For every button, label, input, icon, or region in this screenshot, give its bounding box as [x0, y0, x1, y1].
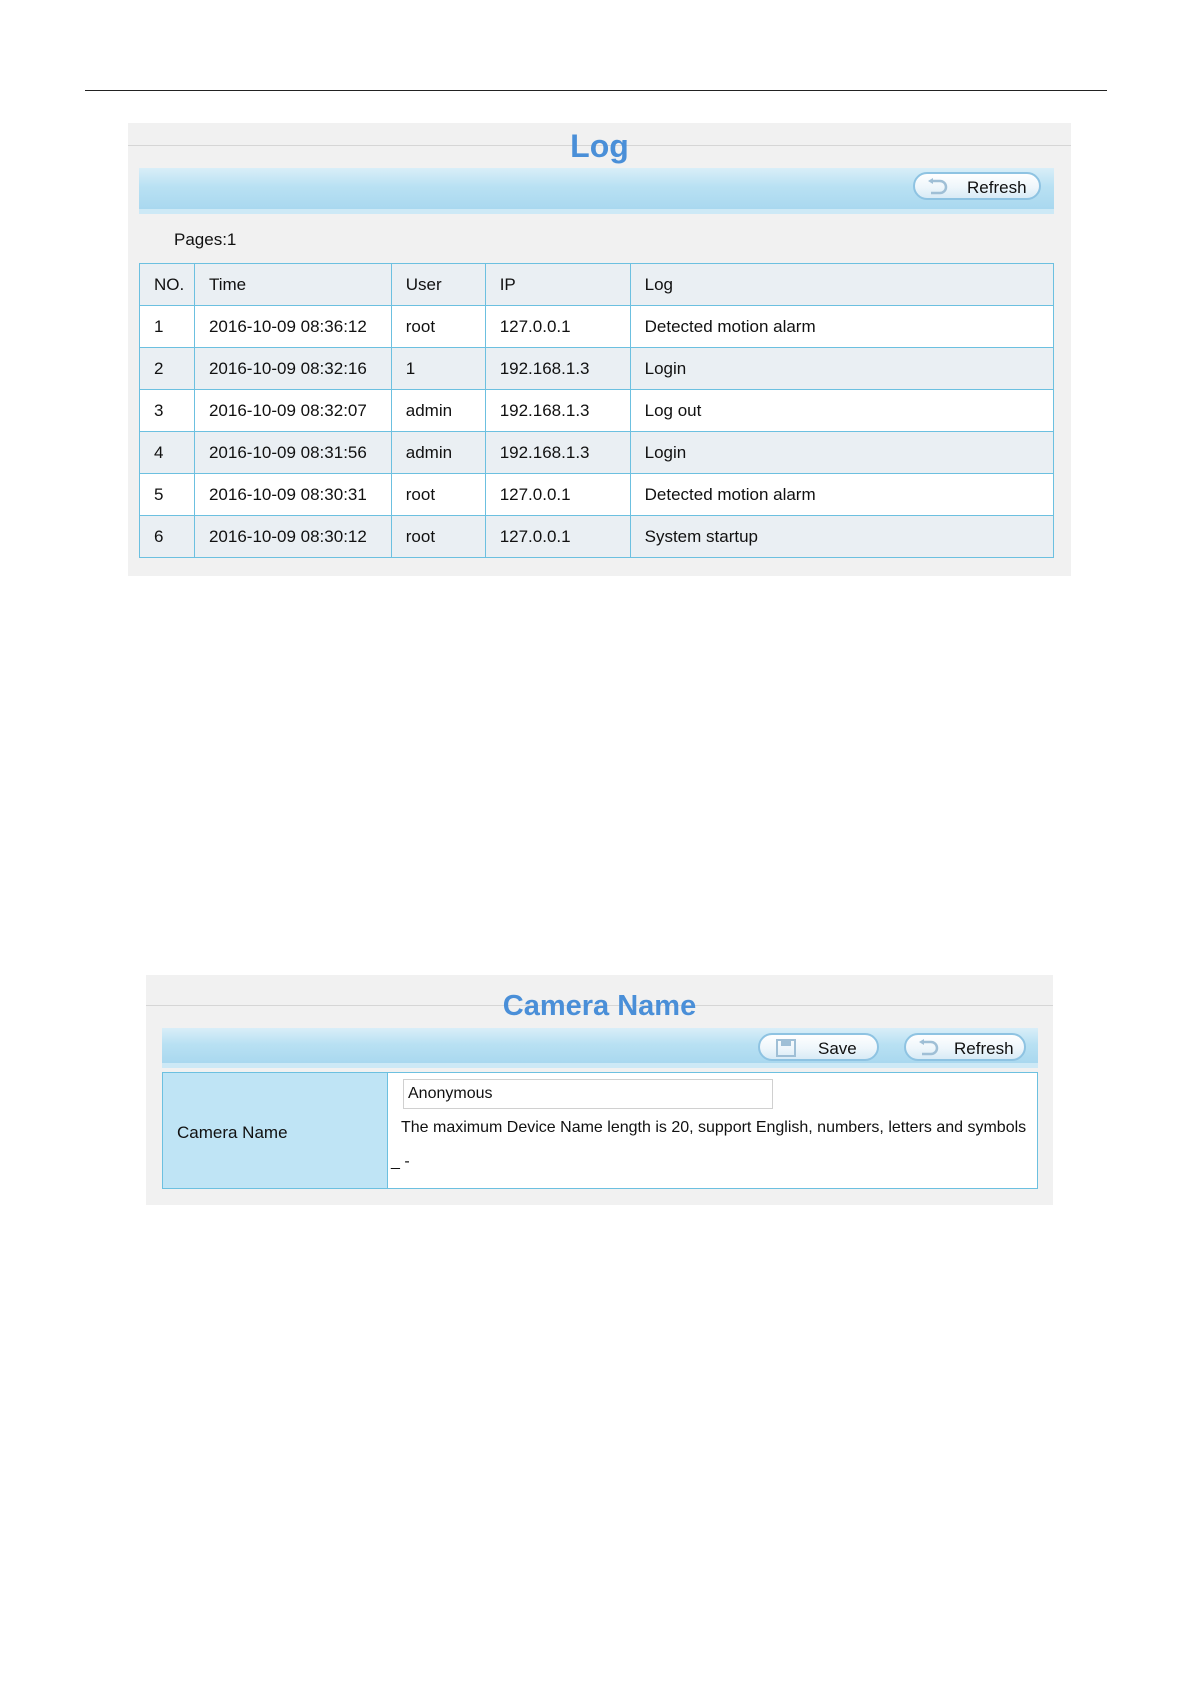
refresh-button-label: Refresh — [967, 178, 1027, 197]
refresh-arrow-icon — [916, 1039, 940, 1057]
save-button-label: Save — [818, 1039, 857, 1058]
camera-name-hint-continued: _ - — [391, 1153, 410, 1170]
log-table-header-row — [140, 264, 1054, 306]
column-header-user: User — [391, 264, 485, 306]
cell-time: 2016-10-09 08:36:12 — [194, 306, 391, 348]
cell-ip: 192.168.1.3 — [485, 348, 630, 390]
table-row — [140, 516, 1054, 558]
camera-name-panel-title: Camera Name — [502, 990, 697, 1022]
table-row — [140, 390, 1054, 432]
cell-ip: 192.168.1.3 — [485, 432, 630, 474]
cell-time: 2016-10-09 08:32:16 — [194, 348, 391, 390]
column-header-log: Log — [630, 264, 1053, 306]
cell-no: 3 — [140, 390, 195, 432]
camera-name-toolbar — [162, 1028, 1038, 1068]
refresh-button[interactable] — [913, 172, 1041, 200]
cell-log: Login — [630, 432, 1053, 474]
log-table — [139, 263, 1054, 558]
table-row — [140, 474, 1054, 516]
camera-name-panel — [146, 975, 1053, 1205]
save-button[interactable] — [758, 1033, 879, 1061]
cell-ip: 127.0.0.1 — [485, 516, 630, 558]
cell-no: 5 — [140, 474, 195, 516]
table-row — [140, 348, 1054, 390]
cell-ip: 127.0.0.1 — [485, 474, 630, 516]
log-panel — [128, 123, 1071, 576]
refresh-button[interactable] — [904, 1033, 1026, 1061]
cell-no: 2 — [140, 348, 195, 390]
cell-time: 2016-10-09 08:31:56 — [194, 432, 391, 474]
refresh-arrow-icon — [925, 178, 949, 196]
cell-log: Log out — [630, 390, 1053, 432]
cell-time: 2016-10-09 08:30:31 — [194, 474, 391, 516]
camera-name-label-cell — [163, 1073, 388, 1188]
camera-name-input[interactable] — [403, 1079, 773, 1109]
table-row — [140, 432, 1054, 474]
column-header-no: NO. — [140, 264, 195, 306]
log-panel-title: Log — [570, 128, 629, 164]
camera-name-hint: The maximum Device Name length is 20, support English, numbers, letters and symbols — [401, 1119, 1027, 1136]
cell-user: root — [391, 474, 485, 516]
cell-user: root — [391, 516, 485, 558]
cell-user: admin — [391, 432, 485, 474]
camera-name-label: Camera Name — [177, 1123, 288, 1142]
cell-log: System startup — [630, 516, 1053, 558]
cell-time: 2016-10-09 08:30:12 — [194, 516, 391, 558]
log-toolbar — [139, 168, 1054, 214]
cell-log: Detected motion alarm — [630, 306, 1053, 348]
column-header-time: Time — [194, 264, 391, 306]
cell-user: root — [391, 306, 485, 348]
cell-log: Detected motion alarm — [630, 474, 1053, 516]
cell-no: 4 — [140, 432, 195, 474]
floppy-disk-icon — [774, 1039, 798, 1057]
pages-indicator: Pages:1 — [174, 230, 237, 249]
cell-log: Login — [630, 348, 1053, 390]
table-row — [140, 306, 1054, 348]
cell-no: 6 — [140, 516, 195, 558]
page-header-rule — [85, 90, 1107, 91]
cell-no: 1 — [140, 306, 195, 348]
refresh-button-label: Refresh — [954, 1039, 1014, 1058]
cell-time: 2016-10-09 08:32:07 — [194, 390, 391, 432]
camera-name-form — [162, 1072, 1038, 1189]
cell-user: admin — [391, 390, 485, 432]
cell-ip: 192.168.1.3 — [485, 390, 630, 432]
column-header-ip: IP — [485, 264, 630, 306]
cell-ip: 127.0.0.1 — [485, 306, 630, 348]
cell-user: 1 — [391, 348, 485, 390]
